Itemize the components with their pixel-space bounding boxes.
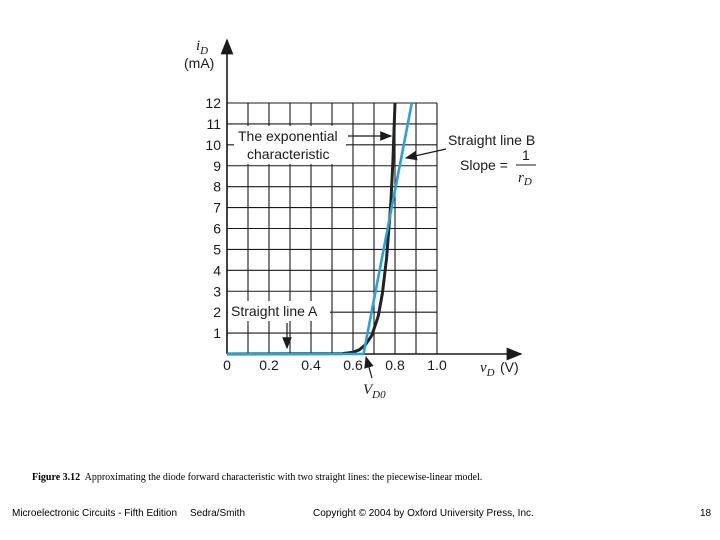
footer-book-title: Microelectronic Circuits - Fifth Edition [12,508,178,519]
x-tick-label: 0.6 [343,357,363,373]
y-tick-label: 5 [213,241,221,258]
slope-numerator: 1 [522,147,530,163]
footer-page-number: 18 [700,508,712,519]
x-tick-label: 0.8 [385,357,405,373]
footer-copyright: Copyright © 2004 by Oxford University Press, Inc. [313,508,534,519]
y-tick-label: 12 [205,95,221,111]
y-tick-label: 1 [213,325,221,342]
x-axis-label: $v_D$ [480,360,495,379]
y-tick-label: 9 [213,157,221,174]
y-axis-unit: (mA) [184,55,215,71]
x-tick-label: 0 [223,357,231,373]
y-tick-label: 6 [213,220,221,237]
footer-authors: Sedra/Smith [190,508,246,519]
y-axis-label: $i_D$ [196,38,209,57]
line-a-label: Straight line A [231,303,318,319]
line-b-label: Straight line B [448,132,536,148]
y-tick-label: 2 [213,304,221,321]
slope-denominator: $r_D$ [518,170,532,188]
x-tick-label: 0.4 [301,357,321,373]
figure-caption-text: Approximating the diode forward characteristic with two straight lines: the piecewise-linear model. [84,472,483,483]
figure-label: Figure 3.12 [32,472,81,483]
x-tick-labels [223,357,447,373]
x-tick-label: 1.0 [427,357,447,373]
y-tick-label: 11 [206,115,221,132]
y-tick-labels [205,95,221,341]
slope-label: Slope = [460,157,508,173]
x-tick-label: 0.2 [259,357,279,373]
y-tick-label: 3 [213,283,221,300]
y-tick-label: 8 [213,178,221,195]
x-axis-unit: (V) [500,359,519,375]
exp-label-line2: characteristic [247,146,330,162]
figure-caption [32,472,692,483]
y-tick-label: 7 [213,199,221,216]
vd0-label: $V_{D0}$ [363,382,386,401]
y-tick-label: 4 [213,262,221,279]
line-b-arrow [406,149,446,158]
y-tick-label: 10 [205,136,221,153]
vd0-arrow [366,357,372,378]
exp-label-line1: The exponential [238,128,338,144]
